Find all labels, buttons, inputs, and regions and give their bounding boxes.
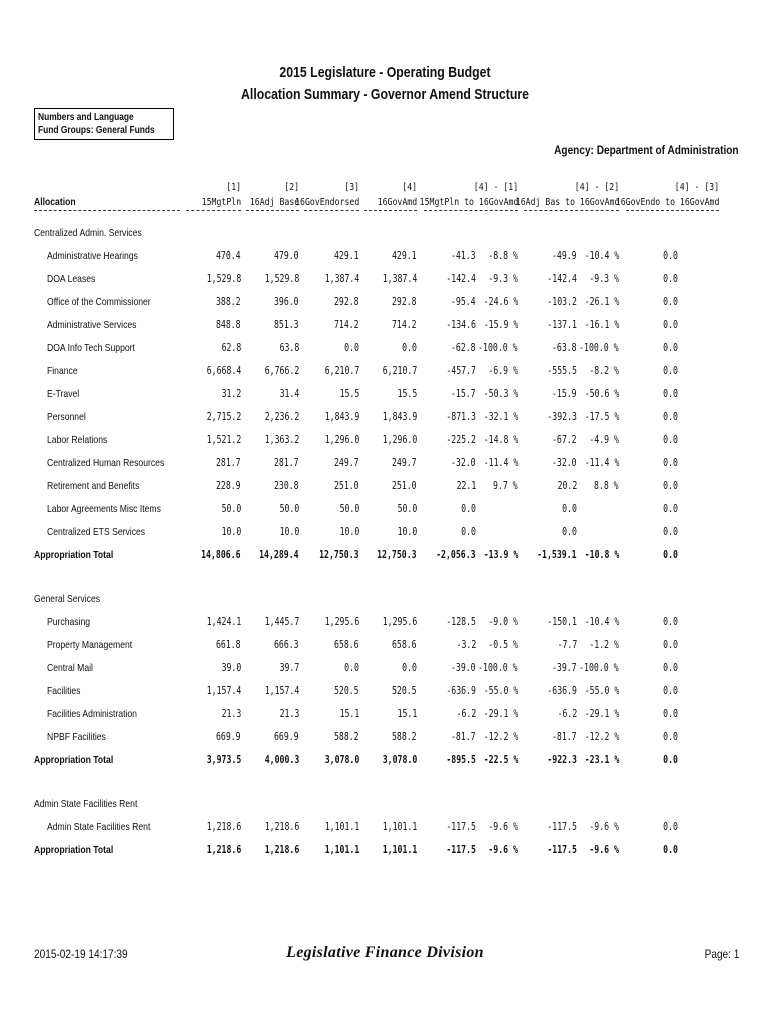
report-subtitle: Allocation Summary - Governor Amend Structure bbox=[241, 86, 529, 103]
cell-c2: 39.7 bbox=[279, 662, 299, 674]
header-underline bbox=[626, 210, 719, 211]
cell-d1: -142.4 bbox=[446, 273, 476, 285]
cell-d3: 0.0 bbox=[663, 685, 678, 697]
cell-d2: -150.1 bbox=[547, 616, 577, 628]
cell-p1: -0.5 % bbox=[488, 639, 518, 651]
cell-c4: 714.2 bbox=[392, 319, 417, 331]
row-label: Centralized ETS Services bbox=[47, 526, 146, 538]
column-index-header: [4] - [3] bbox=[674, 182, 719, 193]
cell-d1: -3.2 bbox=[456, 639, 476, 651]
cell-c3: 520.5 bbox=[334, 685, 359, 697]
row-label: Admin State Facilities Rent bbox=[47, 821, 151, 833]
cell-p1: -14.8 % bbox=[483, 434, 518, 446]
cell-d2: -6.2 bbox=[557, 708, 577, 720]
cell-c4: 658.6 bbox=[392, 639, 417, 651]
cell-c2: 1,445.7 bbox=[264, 616, 299, 628]
cell-c4: 6,210.7 bbox=[382, 365, 417, 377]
cell-p2: -9.6 % bbox=[589, 821, 619, 833]
column-name-header: 16Adj Bas to 16GovAmd bbox=[515, 197, 619, 208]
cell-c4: 1,387.4 bbox=[382, 273, 417, 285]
header-underline bbox=[424, 210, 518, 211]
row-label: Appropriation Total bbox=[34, 754, 114, 766]
cell-c1: 6,668.4 bbox=[206, 365, 241, 377]
cell-c2: 396.0 bbox=[274, 296, 299, 308]
cell-d3: 0.0 bbox=[663, 616, 678, 628]
cell-c2: 479.0 bbox=[274, 250, 299, 262]
cell-c1: 10.0 bbox=[221, 526, 241, 538]
footer-page-number: Page: 1 bbox=[704, 947, 739, 961]
cell-d2: -117.5 bbox=[547, 844, 577, 856]
cell-c1: 14,806.6 bbox=[201, 549, 241, 561]
cell-c1: 228.9 bbox=[216, 480, 241, 492]
cell-d1: 0.0 bbox=[461, 503, 476, 515]
column-name-header: 15MgtPln bbox=[201, 197, 241, 208]
row-label: Centralized Human Resources bbox=[47, 457, 165, 469]
cell-p1: -100.0 % bbox=[478, 342, 518, 354]
cell-p1: -9.3 % bbox=[488, 273, 518, 285]
cell-d2: 0.0 bbox=[562, 526, 577, 538]
cell-d2: -49.9 bbox=[552, 250, 577, 262]
cell-c3: 1,295.6 bbox=[324, 616, 359, 628]
cell-c4: 251.0 bbox=[392, 480, 417, 492]
cell-p1: -13.9 % bbox=[483, 549, 518, 561]
table-row bbox=[0, 296, 770, 312]
column-index-header: [1] bbox=[226, 182, 241, 193]
cell-c1: 1,218.6 bbox=[206, 844, 241, 856]
section-title: Centralized Admin. Services bbox=[34, 227, 142, 239]
cell-d3: 0.0 bbox=[663, 434, 678, 446]
table-row bbox=[0, 708, 770, 724]
row-label: Administrative Services bbox=[47, 319, 137, 331]
cell-d3: 0.0 bbox=[663, 844, 678, 856]
cell-p1: -11.4 % bbox=[483, 457, 518, 469]
cell-d3: 0.0 bbox=[663, 365, 678, 377]
cell-p2: -17.5 % bbox=[584, 411, 619, 423]
cell-c4: 0.0 bbox=[402, 662, 417, 674]
row-label: NPBF Facilities bbox=[47, 731, 106, 743]
cell-p2: -16.1 % bbox=[584, 319, 619, 331]
header-underline bbox=[524, 210, 619, 211]
header-underline bbox=[34, 210, 180, 211]
cell-p1: -9.6 % bbox=[488, 821, 518, 833]
cell-p2: -100.0 % bbox=[579, 662, 619, 674]
cell-c2: 1,363.2 bbox=[264, 434, 299, 446]
footer-timestamp: 2015-02-19 14:17:39 bbox=[34, 947, 128, 961]
cell-d3: 0.0 bbox=[663, 821, 678, 833]
table-row bbox=[0, 411, 770, 427]
table-row bbox=[0, 250, 770, 266]
cell-p2: -10.8 % bbox=[584, 549, 619, 561]
cell-d1: -62.8 bbox=[451, 342, 476, 354]
appropriation-total-row bbox=[0, 844, 770, 860]
row-label: Central Mail bbox=[47, 662, 93, 674]
cell-c4: 0.0 bbox=[402, 342, 417, 354]
cell-d2: -63.8 bbox=[552, 342, 577, 354]
cell-c2: 63.8 bbox=[279, 342, 299, 354]
row-label: Labor Relations bbox=[47, 434, 108, 446]
cell-d2: -142.4 bbox=[547, 273, 577, 285]
cell-c4: 292.8 bbox=[392, 296, 417, 308]
cell-p1: -55.0 % bbox=[483, 685, 518, 697]
cell-p1: -22.5 % bbox=[483, 754, 518, 766]
table-row bbox=[0, 434, 770, 450]
allocation-column-header: Allocation bbox=[34, 196, 76, 208]
cell-d1: -895.5 bbox=[446, 754, 476, 766]
cell-c1: 50.0 bbox=[221, 503, 241, 515]
row-label: Purchasing bbox=[47, 616, 91, 628]
cell-p1: -15.9 % bbox=[483, 319, 518, 331]
column-name-header: 15MgtPln to 16GovAmd bbox=[419, 197, 518, 208]
column-name-header: 16GovAmd bbox=[377, 197, 417, 208]
cell-p1: -9.6 % bbox=[488, 844, 518, 856]
cell-d3: 0.0 bbox=[663, 503, 678, 515]
cell-d2: -392.3 bbox=[547, 411, 577, 423]
cell-d1: -32.0 bbox=[451, 457, 476, 469]
cell-c1: 1,521.2 bbox=[206, 434, 241, 446]
cell-c1: 661.8 bbox=[216, 639, 241, 651]
cell-p2: -29.1 % bbox=[584, 708, 619, 720]
row-label: Appropriation Total bbox=[34, 844, 114, 856]
cell-c4: 10.0 bbox=[397, 526, 417, 538]
header-underline bbox=[186, 210, 241, 211]
cell-d1: -117.5 bbox=[446, 844, 476, 856]
report-title: 2015 Legislature - Operating Budget bbox=[279, 64, 491, 81]
table-row bbox=[0, 342, 770, 358]
cell-p1: -32.1 % bbox=[483, 411, 518, 423]
cell-c3: 1,101.1 bbox=[324, 844, 359, 856]
cell-d2: -555.5 bbox=[547, 365, 577, 377]
cell-p2: -26.1 % bbox=[584, 296, 619, 308]
cell-c1: 21.3 bbox=[221, 708, 241, 720]
cell-p2: -10.4 % bbox=[584, 616, 619, 628]
cell-p2: -10.4 % bbox=[584, 250, 619, 262]
cell-p1: -12.2 % bbox=[483, 731, 518, 743]
row-label: Personnel bbox=[47, 411, 86, 423]
section-header bbox=[0, 227, 770, 243]
footer-division-logo: Legislative Finance Division bbox=[286, 944, 484, 961]
column-index-header: [2] bbox=[284, 182, 299, 193]
cell-c2: 851.3 bbox=[274, 319, 299, 331]
cell-c2: 2,236.2 bbox=[264, 411, 299, 423]
header-underline bbox=[304, 210, 359, 211]
table-row bbox=[0, 319, 770, 335]
cell-p1: -29.1 % bbox=[483, 708, 518, 720]
cell-p1: -50.3 % bbox=[483, 388, 518, 400]
cell-c2: 4,000.3 bbox=[264, 754, 299, 766]
cell-c4: 429.1 bbox=[392, 250, 417, 262]
cell-d2: -32.0 bbox=[552, 457, 577, 469]
row-label: Property Management bbox=[47, 639, 133, 651]
cell-d1: -134.6 bbox=[446, 319, 476, 331]
cell-c2: 31.4 bbox=[279, 388, 299, 400]
cell-d1: -636.9 bbox=[446, 685, 476, 697]
cell-c4: 1,101.1 bbox=[382, 844, 417, 856]
cell-c1: 62.8 bbox=[221, 342, 241, 354]
cell-d1: -457.7 bbox=[446, 365, 476, 377]
cell-d3: 0.0 bbox=[663, 388, 678, 400]
cell-c2: 1,218.6 bbox=[264, 821, 299, 833]
row-label: Facilities bbox=[47, 685, 81, 697]
row-label: Finance bbox=[47, 365, 78, 377]
cell-c4: 15.5 bbox=[397, 388, 417, 400]
cell-d3: 0.0 bbox=[663, 273, 678, 285]
cell-c4: 249.7 bbox=[392, 457, 417, 469]
cell-c2: 10.0 bbox=[279, 526, 299, 538]
cell-c1: 31.2 bbox=[221, 388, 241, 400]
cell-c2: 230.8 bbox=[274, 480, 299, 492]
cell-c2: 669.9 bbox=[274, 731, 299, 743]
cell-d1: -6.2 bbox=[456, 708, 476, 720]
cell-c3: 1,101.1 bbox=[324, 821, 359, 833]
cell-d1: -15.7 bbox=[451, 388, 476, 400]
cell-c2: 666.3 bbox=[274, 639, 299, 651]
cell-d2: -636.9 bbox=[547, 685, 577, 697]
column-index-header: [4] - [1] bbox=[473, 182, 518, 193]
cell-d3: 0.0 bbox=[663, 526, 678, 538]
cell-c4: 588.2 bbox=[392, 731, 417, 743]
cell-c1: 848.8 bbox=[216, 319, 241, 331]
cell-c4: 15.1 bbox=[397, 708, 417, 720]
cell-d2: -15.9 bbox=[552, 388, 577, 400]
column-index-header: [3] bbox=[344, 182, 359, 193]
cell-c3: 15.1 bbox=[339, 708, 359, 720]
table-row bbox=[0, 388, 770, 404]
table-row bbox=[0, 503, 770, 519]
cell-p2: -100.0 % bbox=[579, 342, 619, 354]
cell-c2: 21.3 bbox=[279, 708, 299, 720]
cell-d1: -128.5 bbox=[446, 616, 476, 628]
cell-d1: -2,056.3 bbox=[436, 549, 476, 561]
cell-c4: 1,843.9 bbox=[382, 411, 417, 423]
row-label: Office of the Commissioner bbox=[47, 296, 151, 308]
table-row bbox=[0, 480, 770, 496]
filter-box bbox=[34, 108, 174, 140]
agency-label: Agency: Department of Administration bbox=[554, 143, 739, 157]
row-label: Administrative Hearings bbox=[47, 250, 138, 262]
cell-d2: -922.3 bbox=[547, 754, 577, 766]
cell-c3: 292.8 bbox=[334, 296, 359, 308]
cell-d3: 0.0 bbox=[663, 754, 678, 766]
cell-c4: 1,295.6 bbox=[382, 616, 417, 628]
table-row bbox=[0, 685, 770, 701]
table-row bbox=[0, 639, 770, 655]
cell-d1: -81.7 bbox=[451, 731, 476, 743]
cell-c2: 281.7 bbox=[274, 457, 299, 469]
cell-p2: -11.4 % bbox=[584, 457, 619, 469]
cell-d3: 0.0 bbox=[663, 411, 678, 423]
cell-d1: -225.2 bbox=[446, 434, 476, 446]
cell-d2: -117.5 bbox=[547, 821, 577, 833]
table-row bbox=[0, 821, 770, 837]
cell-c4: 520.5 bbox=[392, 685, 417, 697]
cell-c3: 429.1 bbox=[334, 250, 359, 262]
cell-c2: 50.0 bbox=[279, 503, 299, 515]
row-label: Labor Agreements Misc Items bbox=[47, 503, 161, 515]
cell-d2: -81.7 bbox=[552, 731, 577, 743]
cell-c1: 3,973.5 bbox=[206, 754, 241, 766]
cell-c3: 1,843.9 bbox=[324, 411, 359, 423]
cell-c2: 1,529.8 bbox=[264, 273, 299, 285]
cell-d2: -137.1 bbox=[547, 319, 577, 331]
cell-p2: -8.2 % bbox=[589, 365, 619, 377]
cell-d1: 22.1 bbox=[456, 480, 476, 492]
cell-c3: 714.2 bbox=[334, 319, 359, 331]
column-name-header: 16GovEndo to 16GovAmd bbox=[615, 197, 719, 208]
cell-p2: -55.0 % bbox=[584, 685, 619, 697]
cell-c2: 1,218.6 bbox=[264, 844, 299, 856]
cell-p1: -100.0 % bbox=[478, 662, 518, 674]
table-row bbox=[0, 273, 770, 289]
cell-p1: -8.8 % bbox=[488, 250, 518, 262]
cell-p1: -6.9 % bbox=[488, 365, 518, 377]
cell-c3: 12,750.3 bbox=[319, 549, 359, 561]
cell-c2: 6,766.2 bbox=[264, 365, 299, 377]
cell-c1: 388.2 bbox=[216, 296, 241, 308]
cell-d3: 0.0 bbox=[663, 296, 678, 308]
cell-d1: 0.0 bbox=[461, 526, 476, 538]
cell-c1: 281.7 bbox=[216, 457, 241, 469]
column-index-header: [4] - [2] bbox=[574, 182, 619, 193]
cell-c3: 3,078.0 bbox=[324, 754, 359, 766]
row-label: DOA Info Tech Support bbox=[47, 342, 135, 354]
header-underline bbox=[246, 210, 299, 211]
cell-c3: 251.0 bbox=[334, 480, 359, 492]
cell-c1: 1,218.6 bbox=[206, 821, 241, 833]
cell-d1: -117.5 bbox=[446, 821, 476, 833]
header-underline bbox=[364, 210, 417, 211]
cell-c3: 1,296.0 bbox=[324, 434, 359, 446]
cell-p2: -12.2 % bbox=[584, 731, 619, 743]
table-row bbox=[0, 457, 770, 473]
cell-c1: 669.9 bbox=[216, 731, 241, 743]
cell-c3: 50.0 bbox=[339, 503, 359, 515]
cell-d2: 20.2 bbox=[557, 480, 577, 492]
section-title: General Services bbox=[34, 593, 101, 605]
cell-c1: 1,424.1 bbox=[206, 616, 241, 628]
cell-d3: 0.0 bbox=[663, 639, 678, 651]
cell-c3: 1,387.4 bbox=[324, 273, 359, 285]
cell-d3: 0.0 bbox=[663, 731, 678, 743]
cell-d3: 0.0 bbox=[663, 342, 678, 354]
cell-c4: 12,750.3 bbox=[377, 549, 417, 561]
cell-c1: 2,715.2 bbox=[206, 411, 241, 423]
cell-c3: 658.6 bbox=[334, 639, 359, 651]
column-name-header: 16GovEndorsed bbox=[294, 197, 359, 208]
cell-c4: 3,078.0 bbox=[382, 754, 417, 766]
cell-d2: -7.7 bbox=[557, 639, 577, 651]
cell-p2: -4.9 % bbox=[589, 434, 619, 446]
cell-d2: 0.0 bbox=[562, 503, 577, 515]
row-label: Facilities Administration bbox=[47, 708, 137, 720]
cell-c3: 10.0 bbox=[339, 526, 359, 538]
cell-c3: 249.7 bbox=[334, 457, 359, 469]
appropriation-total-row bbox=[0, 549, 770, 565]
table-row bbox=[0, 365, 770, 381]
cell-p2: -1.2 % bbox=[589, 639, 619, 651]
cell-p2: -50.6 % bbox=[584, 388, 619, 400]
cell-c1: 1,157.4 bbox=[206, 685, 241, 697]
cell-p2: 8.8 % bbox=[594, 480, 619, 492]
cell-d1: -871.3 bbox=[446, 411, 476, 423]
cell-p2: -9.3 % bbox=[589, 273, 619, 285]
cell-p1: -9.0 % bbox=[488, 616, 518, 628]
table-row bbox=[0, 616, 770, 632]
row-label: DOA Leases bbox=[47, 273, 96, 285]
filter-fund-groups: Fund Groups: General Funds bbox=[38, 125, 155, 136]
cell-d2: -1,539.1 bbox=[537, 549, 577, 561]
cell-c1: 1,529.8 bbox=[206, 273, 241, 285]
cell-c2: 14,289.4 bbox=[259, 549, 299, 561]
cell-p1: 9.7 % bbox=[493, 480, 518, 492]
cell-p2: -23.1 % bbox=[584, 754, 619, 766]
section-header bbox=[0, 593, 770, 609]
cell-d3: 0.0 bbox=[663, 250, 678, 262]
row-label: Retirement and Benefits bbox=[47, 480, 140, 492]
cell-d3: 0.0 bbox=[663, 662, 678, 674]
table-row bbox=[0, 731, 770, 747]
cell-c4: 1,296.0 bbox=[382, 434, 417, 446]
cell-c3: 0.0 bbox=[344, 342, 359, 354]
cell-c4: 50.0 bbox=[397, 503, 417, 515]
section-title: Admin State Facilities Rent bbox=[34, 798, 138, 810]
cell-d2: -67.2 bbox=[552, 434, 577, 446]
row-label: Appropriation Total bbox=[34, 549, 114, 561]
cell-c2: 1,157.4 bbox=[264, 685, 299, 697]
filter-language: Numbers and Language bbox=[38, 112, 134, 123]
column-index-header: [4] bbox=[402, 182, 417, 193]
cell-d3: 0.0 bbox=[663, 549, 678, 561]
cell-c3: 588.2 bbox=[334, 731, 359, 743]
table-row bbox=[0, 526, 770, 542]
cell-c1: 470.4 bbox=[216, 250, 241, 262]
cell-c1: 39.0 bbox=[221, 662, 241, 674]
cell-p1: -24.6 % bbox=[483, 296, 518, 308]
cell-d3: 0.0 bbox=[663, 480, 678, 492]
cell-d3: 0.0 bbox=[663, 457, 678, 469]
appropriation-total-row bbox=[0, 754, 770, 770]
table-row bbox=[0, 662, 770, 678]
cell-c3: 15.5 bbox=[339, 388, 359, 400]
section-header bbox=[0, 798, 770, 814]
cell-d2: -103.2 bbox=[547, 296, 577, 308]
cell-c3: 0.0 bbox=[344, 662, 359, 674]
cell-d3: 0.0 bbox=[663, 708, 678, 720]
row-label: E-Travel bbox=[47, 388, 80, 400]
cell-c3: 6,210.7 bbox=[324, 365, 359, 377]
cell-c4: 1,101.1 bbox=[382, 821, 417, 833]
cell-d1: -95.4 bbox=[451, 296, 476, 308]
cell-d1: -39.0 bbox=[451, 662, 476, 674]
cell-d2: -39.7 bbox=[552, 662, 577, 674]
cell-p2: -9.6 % bbox=[589, 844, 619, 856]
column-name-header: 16Adj Base bbox=[249, 197, 299, 208]
cell-d1: -41.3 bbox=[451, 250, 476, 262]
cell-d3: 0.0 bbox=[663, 319, 678, 331]
